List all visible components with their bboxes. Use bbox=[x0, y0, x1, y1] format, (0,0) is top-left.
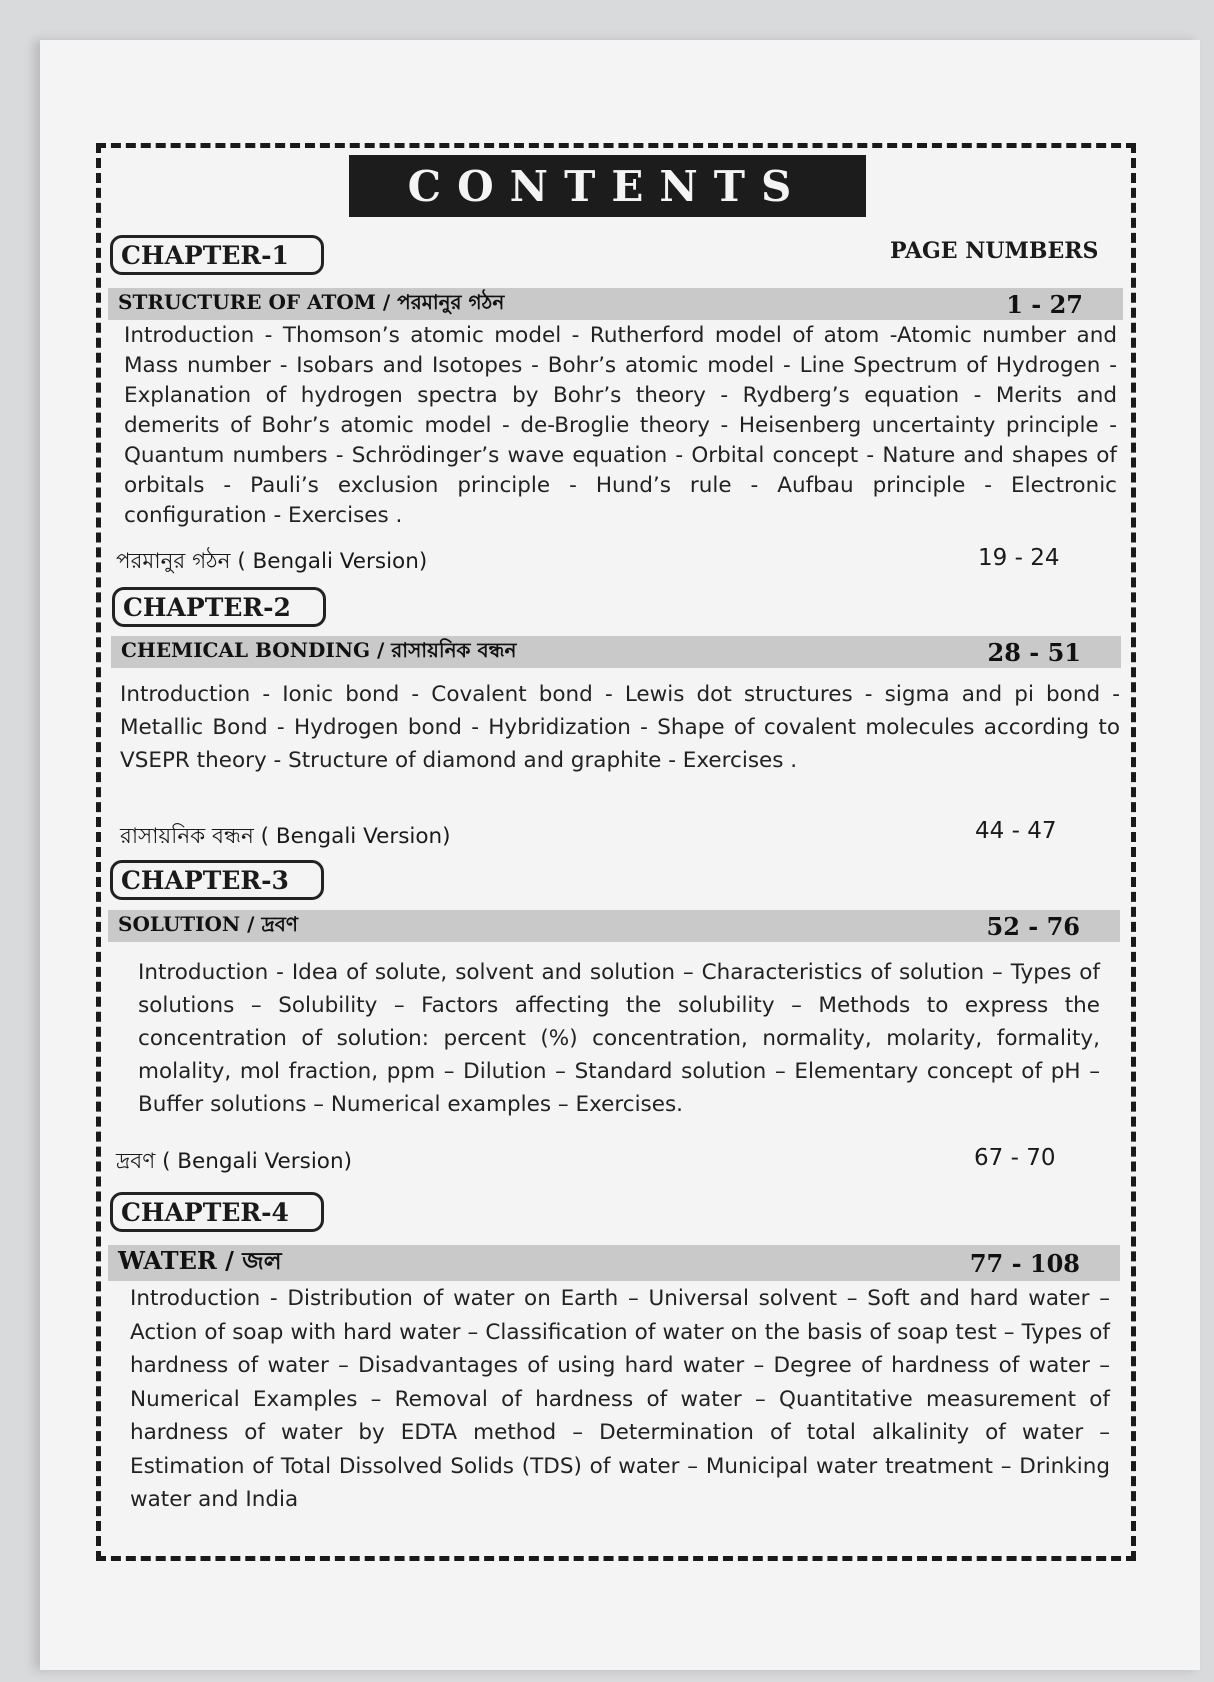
chapter-1-bengali-pages: 19 - 24 bbox=[978, 545, 1060, 571]
chapter-3-title-bar bbox=[108, 910, 1120, 942]
chapter-4-title-bar bbox=[108, 1245, 1120, 1281]
chapter-4-title: WATER / জল bbox=[118, 1246, 282, 1275]
chapter-3-bengali-pages: 67 - 70 bbox=[974, 1145, 1056, 1171]
chapter-3-bengali-version: দ্রবণ ( Bengali Version) bbox=[116, 1149, 352, 1174]
chapter-2-bengali-pages: 44 - 47 bbox=[975, 818, 1057, 844]
chapter-1-description: Introduction - Thomson’s atomic model - Rutherford model of atom -Atomic number and Mass number - Isobars and Isotopes - Bohr’s atomic model - Line Spectrum of Hydrogen - Explanation of hydrogen spectra by Bohr’s theory - Rydberg’s equation - Merits and demerits of Bohr’s atomic model - de-Broglie theory - Heisenberg uncertainty principle - Quantum numbers - Schrödinger’s wave equation - Orbital concept - Nature and shapes of orbitals - Pauli’s exclusion principle - Hund’s rule - Aufbau principle - Electronic configuration - Exercises . bbox=[124, 323, 1117, 528]
chapter-4-label: CHAPTER-4 bbox=[110, 1192, 324, 1232]
chapter-1-bengali-version: পরমানুর গঠন ( Bengali Version) bbox=[116, 549, 428, 574]
chapter-1-pages: 1 - 27 bbox=[1006, 289, 1083, 319]
chapter-2-bengali-version: রাসায়নিক বন্ধন ( Bengali Version) bbox=[120, 824, 451, 849]
chapter-3-description: Introduction - Idea of solute, solvent and solution – Characteristics of solution – Types of solutions – Solubility – Factors affecting the solubility – Methods to express the concentration of solution: percent (%) concentration, normality, molarity, formality, molality, mol fraction, ppm – Dilution – Standard solution – Elementary concept of pH – Buffer solutions – Numerical examples – Exercises. bbox=[138, 960, 1100, 1117]
chapter-1-label: CHAPTER-1 bbox=[110, 235, 324, 275]
page-numbers-heading: PAGE NUMBERS bbox=[890, 238, 1099, 264]
chapter-4-pages: 77 - 108 bbox=[969, 1248, 1080, 1278]
chapter-3-label: CHAPTER-3 bbox=[110, 860, 324, 900]
chapter-3-pages: 52 - 76 bbox=[986, 911, 1080, 941]
chapter-1-title-bar bbox=[108, 288, 1123, 320]
chapter-1-title: STRUCTURE OF ATOM / পরমানুর গঠন bbox=[118, 289, 505, 314]
chapter-2-title: CHEMICAL BONDING / রাসায়নিক বন্ধন bbox=[121, 637, 517, 662]
contents-banner: CONTENTS bbox=[349, 155, 866, 217]
chapter-3-title: SOLUTION / দ্রবণ bbox=[118, 911, 298, 936]
chapter-2-label: CHAPTER-2 bbox=[112, 587, 326, 627]
chapter-2-description: Introduction - Ionic bond - Covalent bond - Lewis dot structures - sigma and pi bond - Metallic Bond - Hydrogen bond - Hybridization - Shape of covalent molecules according to VSEPR theory - Structure of diamond and graphite - Exercises . bbox=[120, 682, 1120, 773]
chapter-2-pages: 28 - 51 bbox=[987, 637, 1081, 667]
chapter-2-title-bar bbox=[111, 636, 1121, 668]
chapter-4-description: Introduction - Distribution of water on Earth – Universal solvent – Soft and hard water – Action of soap with hard water – Classification of water on the basis of soap test – Types of hardness of water – Disadvantages of using hard water – Degree of hardness of water – Numerical Examples – Removal of hardness of water – Quantitative measurement of hardness of water by EDTA method – Determination of total alkalinity of water – Estimation of Total Dissolved Solids (TDS) of water – Municipal water treatment – Drinking water and India bbox=[130, 1286, 1110, 1512]
